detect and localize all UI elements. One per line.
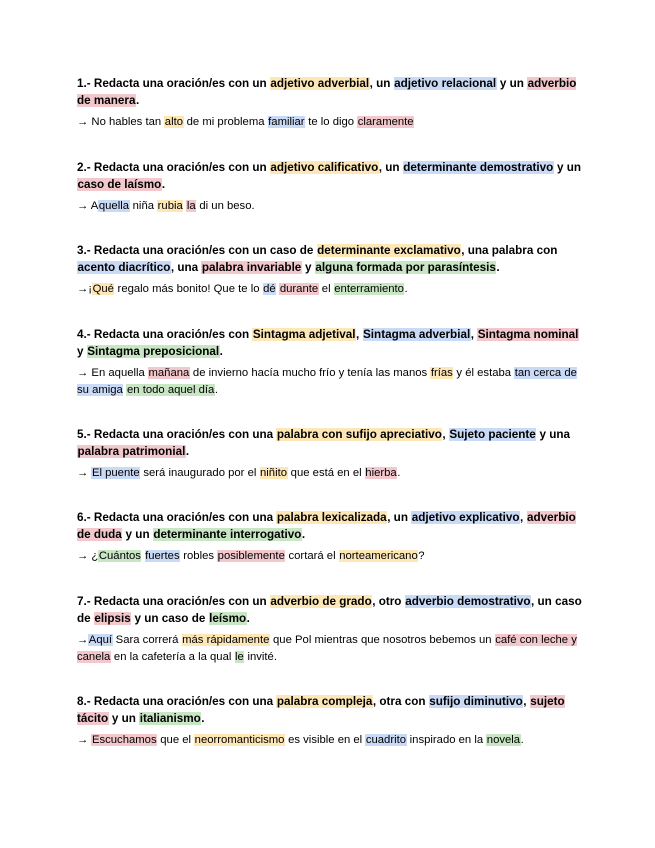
pink-highlight: caso de laísmo bbox=[77, 177, 162, 191]
yellow-highlight: palabra lexicalizada bbox=[276, 511, 387, 524]
text-run: 2.- Redacta una oración/es con un bbox=[77, 161, 270, 174]
text-run: en la cafetería a la qual bbox=[110, 650, 235, 663]
yellow-highlight: adjetivo adverbial bbox=[270, 77, 370, 90]
text-run: , otro bbox=[372, 595, 405, 608]
yellow-highlight: norteamericano bbox=[339, 550, 418, 562]
question-2 bbox=[77, 160, 582, 193]
text-run: robles bbox=[180, 550, 218, 562]
blue-highlight: cuadrito bbox=[365, 734, 407, 746]
question-1 bbox=[77, 76, 582, 109]
question-8 bbox=[77, 694, 582, 727]
exercise-5 bbox=[77, 427, 582, 482]
text-run: y él estaba bbox=[453, 367, 515, 379]
green-highlight: le bbox=[235, 650, 244, 663]
text-run: 4.- Redacta una oración/es con bbox=[77, 328, 253, 341]
text-run: y un bbox=[108, 711, 140, 725]
yellow-highlight: determinante exclamativo bbox=[317, 244, 461, 257]
blue-highlight: adjetivo explicativo bbox=[411, 511, 520, 524]
text-run: . bbox=[185, 444, 190, 458]
text-run: , una bbox=[170, 260, 202, 274]
text-run: 3.- Redacta una oración/es con un caso de bbox=[77, 244, 317, 257]
text-run: que el bbox=[157, 734, 195, 746]
blue-highlight: dé bbox=[263, 283, 276, 295]
blue-highlight: Sintagma adverbial bbox=[363, 328, 471, 341]
text-run: 1.- Redacta una oración/es con un bbox=[77, 77, 270, 90]
text-run: → A bbox=[77, 200, 99, 212]
blue-highlight: El puente bbox=[91, 467, 140, 479]
answer-2 bbox=[77, 198, 582, 215]
text-run: . bbox=[404, 283, 408, 295]
text-run: de invierno hacía mucho frío y tenía las manos bbox=[189, 367, 431, 379]
pink-highlight: posiblemente bbox=[217, 550, 285, 562]
blue-highlight: determinante demostrativo bbox=[403, 161, 554, 174]
blue-highlight: adverbio demostrativo bbox=[405, 595, 531, 608]
text-run: → bbox=[77, 467, 92, 479]
green-highlight: italianismo bbox=[139, 711, 201, 725]
yellow-highlight: adverbio de grado bbox=[270, 595, 372, 608]
answer-8 bbox=[77, 732, 582, 749]
text-run: . bbox=[397, 467, 401, 479]
exercise-8 bbox=[77, 694, 582, 749]
green-highlight: leísmo bbox=[209, 611, 247, 625]
text-run: regalo más bonito! Que te lo bbox=[114, 283, 263, 295]
exercise-2 bbox=[77, 160, 582, 215]
text-run: y bbox=[77, 344, 87, 358]
yellow-highlight: palabra con sufijo apreciativo bbox=[276, 428, 442, 441]
text-run: . bbox=[214, 383, 218, 396]
text-run: de mi problema bbox=[183, 116, 268, 128]
yellow-highlight: más rápidamente bbox=[182, 634, 270, 646]
green-highlight: novela bbox=[486, 734, 521, 746]
text-run: . bbox=[301, 527, 306, 541]
green-highlight: Sintagma preposicional bbox=[87, 344, 220, 358]
blue-highlight: Aquí bbox=[88, 634, 113, 646]
text-run: y un bbox=[122, 527, 153, 541]
green-highlight: alguna formada por parasíntesis bbox=[315, 260, 496, 274]
pink-highlight: adverbio de manera bbox=[77, 77, 577, 107]
text-run: es visible en el bbox=[284, 734, 366, 746]
blue-highlight: acento diacrítico bbox=[77, 260, 171, 274]
pink-highlight: mañana bbox=[148, 367, 190, 379]
yellow-highlight: frías bbox=[430, 367, 453, 379]
text-run: Sara correrá bbox=[112, 634, 182, 646]
pink-highlight: claramente bbox=[357, 116, 414, 128]
yellow-highlight: Sintagma adjetival bbox=[252, 328, 356, 341]
yellow-highlight: palabra compleja bbox=[276, 695, 373, 708]
answer-5 bbox=[77, 465, 582, 482]
text-run: , otra con bbox=[372, 695, 429, 708]
text-run: ? bbox=[418, 550, 425, 562]
text-run: y bbox=[301, 260, 315, 274]
text-run: , una palabra con bbox=[461, 244, 558, 257]
green-highlight: enterramiento bbox=[334, 283, 404, 295]
text-run: y un caso de bbox=[131, 611, 209, 625]
text-run: , bbox=[356, 328, 363, 341]
green-highlight: determinante interrogativo bbox=[153, 527, 302, 541]
text-run: . bbox=[161, 177, 166, 191]
text-run: , bbox=[470, 328, 478, 341]
question-6 bbox=[77, 510, 582, 543]
text-run: y una bbox=[536, 428, 571, 441]
text-run: , bbox=[520, 511, 527, 524]
text-run: será inaugurado por el bbox=[140, 467, 260, 479]
exercise-6 bbox=[77, 510, 582, 565]
pink-highlight: palabra patrimonial bbox=[77, 444, 186, 458]
text-run: . bbox=[246, 611, 250, 625]
yellow-highlight: niñito bbox=[260, 467, 288, 479]
text-run: , un caso de bbox=[77, 595, 582, 625]
text-run: invité. bbox=[244, 650, 277, 663]
pink-highlight: sujeto tácito bbox=[77, 695, 565, 725]
text-run: →¡ bbox=[77, 283, 93, 295]
text-run: → En aquella bbox=[77, 367, 148, 379]
text-run: 8.- Redacta una oración/es con una bbox=[77, 695, 277, 708]
question-3 bbox=[77, 243, 582, 276]
blue-highlight: sufijo diminutivo bbox=[429, 695, 523, 708]
yellow-highlight: alto bbox=[164, 116, 184, 128]
pink-highlight: Sintagma nominal bbox=[477, 328, 579, 341]
pink-highlight: adverbio de duda bbox=[77, 511, 576, 541]
text-run: 5.- Redacta una oración/es con una bbox=[77, 428, 277, 441]
answer-3 bbox=[77, 281, 582, 298]
exercise-7 bbox=[77, 594, 582, 665]
text-run: te lo digo bbox=[305, 116, 358, 128]
text-run: → No hables tan bbox=[77, 116, 165, 128]
blue-highlight: adjetivo relacional bbox=[394, 77, 497, 90]
answer-6 bbox=[77, 548, 582, 565]
text-run: niña bbox=[129, 200, 158, 212]
yellow-highlight: neorromanticismo bbox=[194, 734, 285, 746]
text-run: 7.- Redacta una oración/es con un bbox=[77, 595, 270, 608]
yellow-highlight: Qué bbox=[92, 283, 114, 295]
text-run: → bbox=[77, 634, 89, 646]
green-highlight: Cuántos bbox=[98, 550, 141, 562]
text-run: . bbox=[201, 711, 205, 725]
question-5 bbox=[77, 427, 582, 460]
text-run: 6.- Redacta una oración/es con una bbox=[77, 511, 277, 524]
text-run: , un bbox=[378, 161, 403, 174]
pink-highlight: Escuchamos bbox=[91, 734, 157, 746]
text-run: , bbox=[523, 695, 530, 708]
pink-highlight: elipsis bbox=[94, 611, 131, 625]
text-run: cortará el bbox=[285, 550, 339, 562]
blue-highlight: tan cerca de su amiga bbox=[77, 367, 577, 396]
yellow-highlight: rubia bbox=[157, 200, 183, 212]
text-run: , un bbox=[369, 77, 394, 90]
answer-1 bbox=[77, 114, 582, 131]
yellow-highlight: adjetivo calificativo bbox=[270, 161, 379, 174]
pink-highlight: la bbox=[186, 200, 196, 212]
text-run: → ¿ bbox=[77, 550, 99, 562]
answer-4 bbox=[77, 365, 582, 398]
exercise-3 bbox=[77, 243, 582, 298]
text-run: y un bbox=[553, 161, 582, 174]
blue-highlight: quella bbox=[98, 200, 130, 212]
text-run: → bbox=[77, 734, 92, 746]
exercise-4 bbox=[77, 327, 582, 398]
exercise-1 bbox=[77, 76, 582, 131]
text-run: y un bbox=[496, 77, 528, 90]
text-run: . bbox=[520, 734, 524, 746]
question-4 bbox=[77, 327, 582, 360]
text-run: el bbox=[318, 283, 334, 295]
blue-highlight: familiar bbox=[268, 116, 305, 128]
pink-highlight: café con leche y canela bbox=[77, 634, 577, 663]
text-run: . bbox=[219, 344, 223, 358]
blue-highlight: Sujeto paciente bbox=[449, 428, 536, 441]
pink-highlight: durante bbox=[279, 283, 319, 295]
blue-highlight: fuertes bbox=[145, 550, 180, 562]
text-run: que está en el bbox=[287, 467, 365, 479]
text-run: , bbox=[442, 428, 449, 441]
text-run: di un beso. bbox=[196, 200, 255, 212]
pink-highlight: hierba bbox=[365, 467, 397, 479]
answer-7 bbox=[77, 632, 582, 665]
text-run: inspirado en la bbox=[406, 734, 487, 746]
green-highlight: en todo aquel día bbox=[126, 383, 215, 396]
pink-highlight: palabra invariable bbox=[201, 260, 302, 274]
text-run: , un bbox=[387, 511, 412, 524]
text-run: . bbox=[135, 93, 140, 107]
text-run: que Pol mientras que nosotros bebemos un bbox=[269, 634, 495, 646]
question-7 bbox=[77, 594, 582, 627]
text-run: . bbox=[496, 260, 500, 274]
